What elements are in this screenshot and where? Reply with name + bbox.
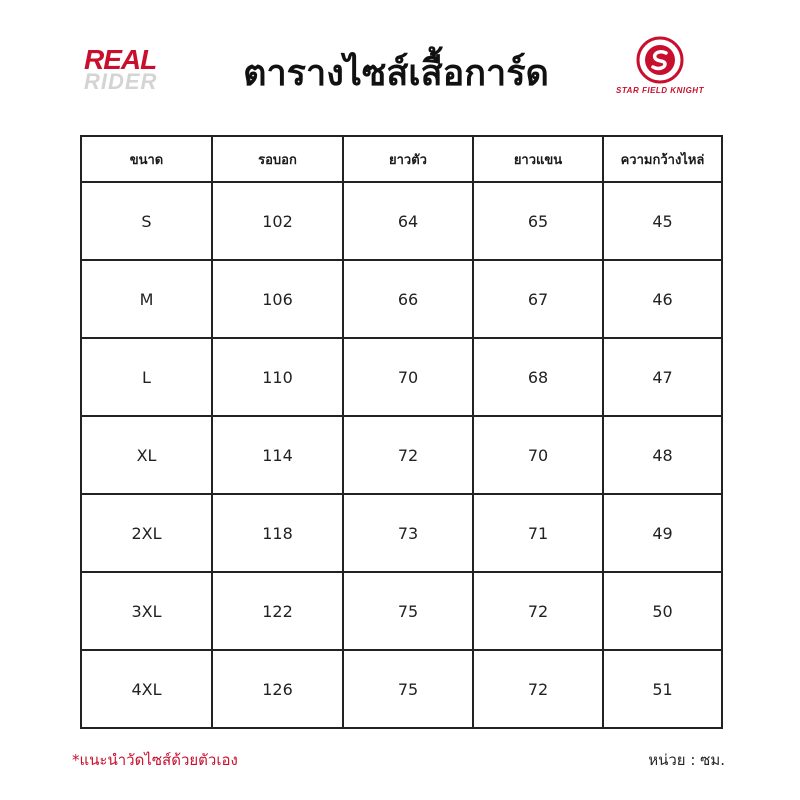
unit-label: หน่วย : ซม. (648, 751, 725, 769)
star-field-knight-logo-icon (630, 34, 690, 86)
column-header-size: ขนาด (81, 136, 212, 182)
sleeve-length-cell: 71 (473, 494, 603, 572)
table-header-row (81, 136, 722, 182)
real-rider-logo (84, 46, 184, 92)
size-cell: 2XL (81, 494, 212, 572)
body-length-cell: 64 (343, 182, 473, 260)
size-cell: XL (81, 416, 212, 494)
logo-rider-text: RIDER (84, 69, 158, 94)
column-header-body-length: ยาวตัว (343, 136, 473, 182)
table-row (81, 260, 722, 338)
sleeve-length-cell: 72 (473, 572, 603, 650)
chest-cell: 122 (212, 572, 343, 650)
body-length-cell: 72 (343, 416, 473, 494)
chest-cell: 114 (212, 416, 343, 494)
table-row (81, 650, 722, 728)
size-cell: 3XL (81, 572, 212, 650)
sleeve-length-cell: 68 (473, 338, 603, 416)
chest-cell: 110 (212, 338, 343, 416)
header (0, 0, 800, 130)
sleeve-length-cell: 72 (473, 650, 603, 728)
table-row (81, 182, 722, 260)
sleeve-length-cell: 65 (473, 182, 603, 260)
chest-cell: 102 (212, 182, 343, 260)
shoulder-width-cell: 46 (603, 260, 722, 338)
sleeve-length-cell: 70 (473, 416, 603, 494)
body-length-cell: 75 (343, 572, 473, 650)
table-row (81, 572, 722, 650)
size-cell: L (81, 338, 212, 416)
shoulder-width-cell: 45 (603, 182, 722, 260)
shoulder-width-cell: 48 (603, 416, 722, 494)
column-header-chest: รอบอก (212, 136, 343, 182)
body-length-cell: 66 (343, 260, 473, 338)
shoulder-width-cell: 49 (603, 494, 722, 572)
chest-cell: 126 (212, 650, 343, 728)
star-field-knight-logo (600, 30, 720, 100)
logo-real-text: REAL (84, 44, 157, 75)
chest-cell: 106 (212, 260, 343, 338)
size-cell: M (81, 260, 212, 338)
table-row (81, 494, 722, 572)
size-cell: 4XL (81, 650, 212, 728)
table-row (81, 416, 722, 494)
shoulder-width-cell: 47 (603, 338, 722, 416)
body-length-cell: 73 (343, 494, 473, 572)
logo-brand-text: STAR FIELD KNIGHT (616, 86, 704, 95)
column-header-shoulder-width: ความกว้างไหล่ (603, 136, 722, 182)
shoulder-width-cell: 50 (603, 572, 722, 650)
body-length-cell: 70 (343, 338, 473, 416)
body-length-cell: 75 (343, 650, 473, 728)
size-cell: S (81, 182, 212, 260)
size-table (80, 135, 723, 729)
column-header-sleeve-length: ยาวแขน (473, 136, 603, 182)
shoulder-width-cell: 51 (603, 650, 722, 728)
table-row (81, 338, 722, 416)
sleeve-length-cell: 67 (473, 260, 603, 338)
measure-yourself-note: *แนะนำวัดไซส์ด้วยตัวเอง (72, 751, 238, 769)
chest-cell: 118 (212, 494, 343, 572)
page-title: ตารางไซส์เสื้อการ์ด (243, 53, 549, 94)
